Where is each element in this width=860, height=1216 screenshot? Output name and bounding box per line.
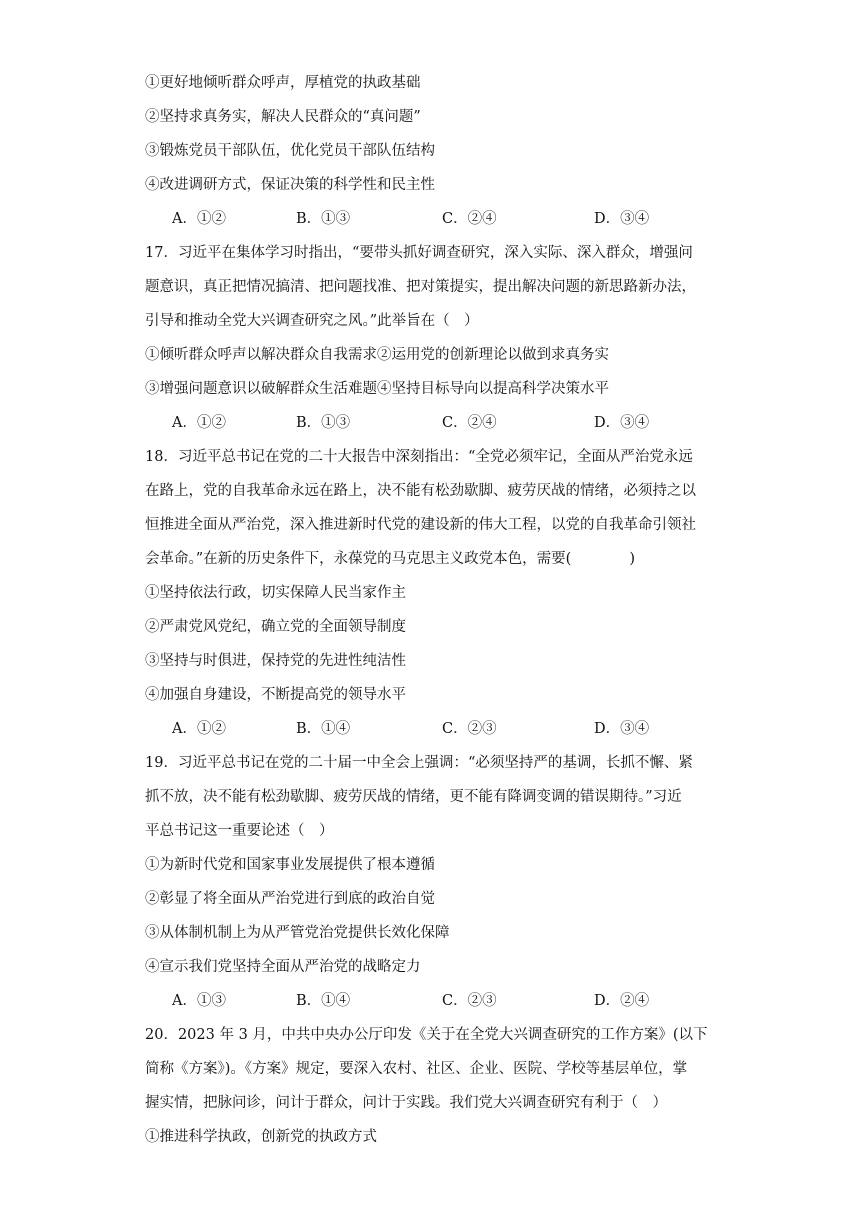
statement-4: ④改进调研方式，保证决策的科学性和民主性 [145,177,435,193]
answer-options [172,991,732,1011]
option-c: C．②④ [442,211,497,227]
question-17-stem-line-3: 引导和推动全党大兴调查研究之风。”此举旨在（ ） [145,313,479,329]
answer-options [172,719,732,739]
option-c: C．②④ [442,415,497,431]
question-17-stem-line-2: 题意识，真正把情况搞清、把问题找准、把对策提实，提出解决问题的新思路新办法， [145,279,696,295]
option-a: A．①③ [172,993,226,1009]
question-19-stem-line-3: 平总书记这一重要论述（ ） [145,823,334,839]
option-a: A．①② [172,415,226,431]
question-20-stem-line-3: 握实情，把脉问诊，问计于群众，问计于实践。我们党大兴调查研究有利于（ ） [145,1095,667,1111]
statement-3: ③从体制机制上为从严管党治党提供长效化保障 [145,925,450,941]
statement-2: ②坚持求真务实，解决人民群众的“真问题” [145,109,421,125]
statement-1: ①推进科学执政，创新党的执政方式 [145,1129,377,1145]
statement-4: ④加强自身建设，不断提高党的领导水平 [145,687,406,703]
statement-3: ③坚持与时俱进，保持党的先进性纯洁性 [145,653,406,669]
statement-2: ③增强问题意识以破解群众生活难题④坚持目标导向以提高科学决策水平 [145,381,609,397]
question-18-stem-line-3: 恒推进全面从严治党，深入推进新时代党的建设新的伟大工程，以党的自我革命引领社 [145,517,696,533]
answer-options [172,413,732,433]
question-18-stem-line-2: 在路上，党的自我革命永远在路上，决不能有松劲歇脚、疲劳厌战的情绪，必须持之以 [145,483,696,499]
option-c: C．②③ [442,721,497,737]
question-17-stem-line-1: 17．习近平在集体学习时指出，“要带头抓好调查研究，深入实际、深入群众，增强问 [145,245,693,261]
statement-1: ①倾听群众呼声以解决群众自我需求②运用党的创新理论以做到求真务实 [145,347,609,363]
statement-1: ①为新时代党和国家事业发展提供了根本遵循 [145,857,435,873]
option-d: D．③④ [594,211,650,227]
question-19-stem-line-2: 抓不放，决不能有松劲歇脚、疲劳厌战的情绪，更不能有降调变调的错误期待。”习近 [145,789,682,805]
option-d: D．③④ [594,415,650,431]
question-20-stem-line-2: 简称《方案》)。《方案》规定，要深入农村、社区、企业、医院、学校等基层单位，掌 [145,1061,688,1077]
option-a: A．①② [172,211,226,227]
option-b: B．①④ [296,993,351,1009]
statement-2: ②严肃党风党纪，确立党的全面领导制度 [145,619,406,635]
statement-4: ④宣示我们党坚持全面从严治党的战略定力 [145,959,421,975]
statement-1: ①更好地倾听群众呼声，厚植党的执政基础 [145,75,421,91]
option-b: B．①④ [296,721,351,737]
question-18-stem-line-1: 18．习近平总书记在党的二十大报告中深刻指出：“全党必须牢记，全面从严治党永远 [145,449,693,465]
option-c: C．②③ [442,993,497,1009]
statement-3: ③锻炼党员干部队伍，优化党员干部队伍结构 [145,143,435,159]
option-b: B．①③ [296,211,351,227]
option-b: B．①③ [296,415,351,431]
option-d: D．③④ [594,721,650,737]
statement-2: ②彰显了将全面从严治党进行到底的政治自觉 [145,891,435,907]
statement-1: ①坚持依法行政，切实保障人民当家作主 [145,585,406,601]
question-18-stem-line-4: 会革命。”在新的历史条件下，永葆党的马克思主义政党本色，需要( ) [145,551,635,567]
option-d: D．②④ [594,993,650,1009]
question-20-stem-line-1: 20．2023 年 3 月，中共中央办公厅印发《关于在全党大兴调查研究的工作方案》(以下 [145,1027,708,1043]
answer-options [172,209,732,229]
option-a: A．①② [172,721,226,737]
question-19-stem-line-1: 19．习近平总书记在党的二十届一中全会上强调：“必须坚持严的基调，长抓不懈、紧 [145,755,693,771]
